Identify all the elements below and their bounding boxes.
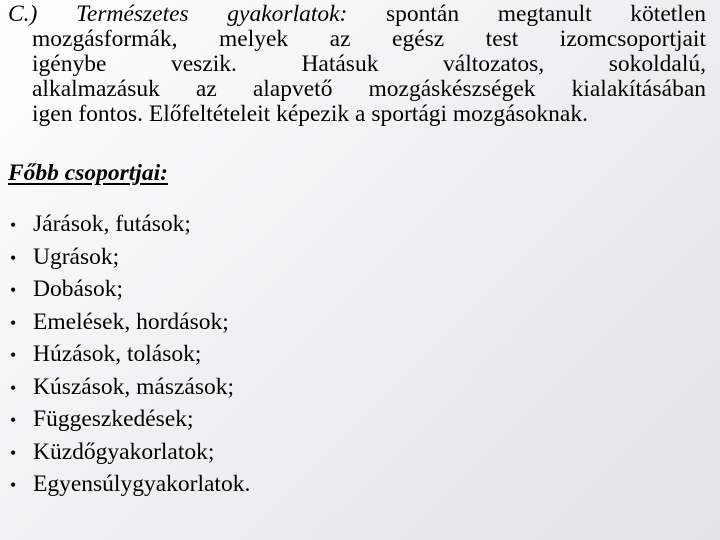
intro-line-4: alkalmazásuk az alapvető mozgáskészségek kialakításában (32, 76, 706, 102)
list-item-label: Küzdőgyakorlatok; (33, 438, 215, 465)
bullet-icon: • (10, 475, 17, 495)
list-item (0, 406, 250, 439)
list-item (0, 244, 250, 277)
intro-line-5: igen fontos. Előfeltételeit képezik a sportági mozgásoknak. (32, 101, 588, 127)
list-item-label: Járások, futások; (33, 211, 191, 237)
list-item-label: Kúszások, mászások; (33, 373, 235, 400)
intro-first-line-text: spontán megtanult kötetlen (347, 1, 706, 27)
bullet-icon: • (10, 345, 17, 365)
intro-paragraph (8, 2, 706, 127)
list-item (0, 374, 250, 407)
bullet-icon: • (10, 247, 17, 268)
intro-heading: C.) Természetes gyakorlatok: (8, 1, 348, 27)
list-item-label: Ugrások; (33, 243, 120, 270)
bullet-icon: • (10, 377, 17, 398)
list-item-label: Dobások; (33, 276, 124, 302)
list-item (0, 276, 250, 309)
list-item-label: Emelések, hordások; (33, 308, 229, 335)
list-item (0, 439, 250, 472)
list-item-label: Függeszkedések; (33, 406, 194, 432)
bullet-icon: • (10, 280, 17, 300)
bullet-icon: • (10, 410, 17, 430)
subheading: Főbb csoportjai: (8, 160, 168, 186)
intro-line-3: igénybe veszik. Hatásuk változatos, sokoldalú, (32, 51, 706, 77)
list-item (0, 211, 250, 244)
list-item (0, 309, 250, 342)
bullet-icon: • (10, 215, 17, 235)
bullet-icon: • (10, 312, 17, 333)
list-item (0, 341, 250, 374)
bullet-icon: • (10, 442, 17, 463)
list-item-label: Egyensúlygyakorlatok. (33, 471, 251, 497)
list-item (0, 471, 250, 504)
intro-line-1 (8, 2, 706, 27)
list-item-label: Húzások, tolások; (33, 341, 202, 367)
bullet-list (0, 211, 250, 504)
intro-line-2: mozgásformák, melyek az egész test izomcsoportjait (32, 26, 706, 52)
